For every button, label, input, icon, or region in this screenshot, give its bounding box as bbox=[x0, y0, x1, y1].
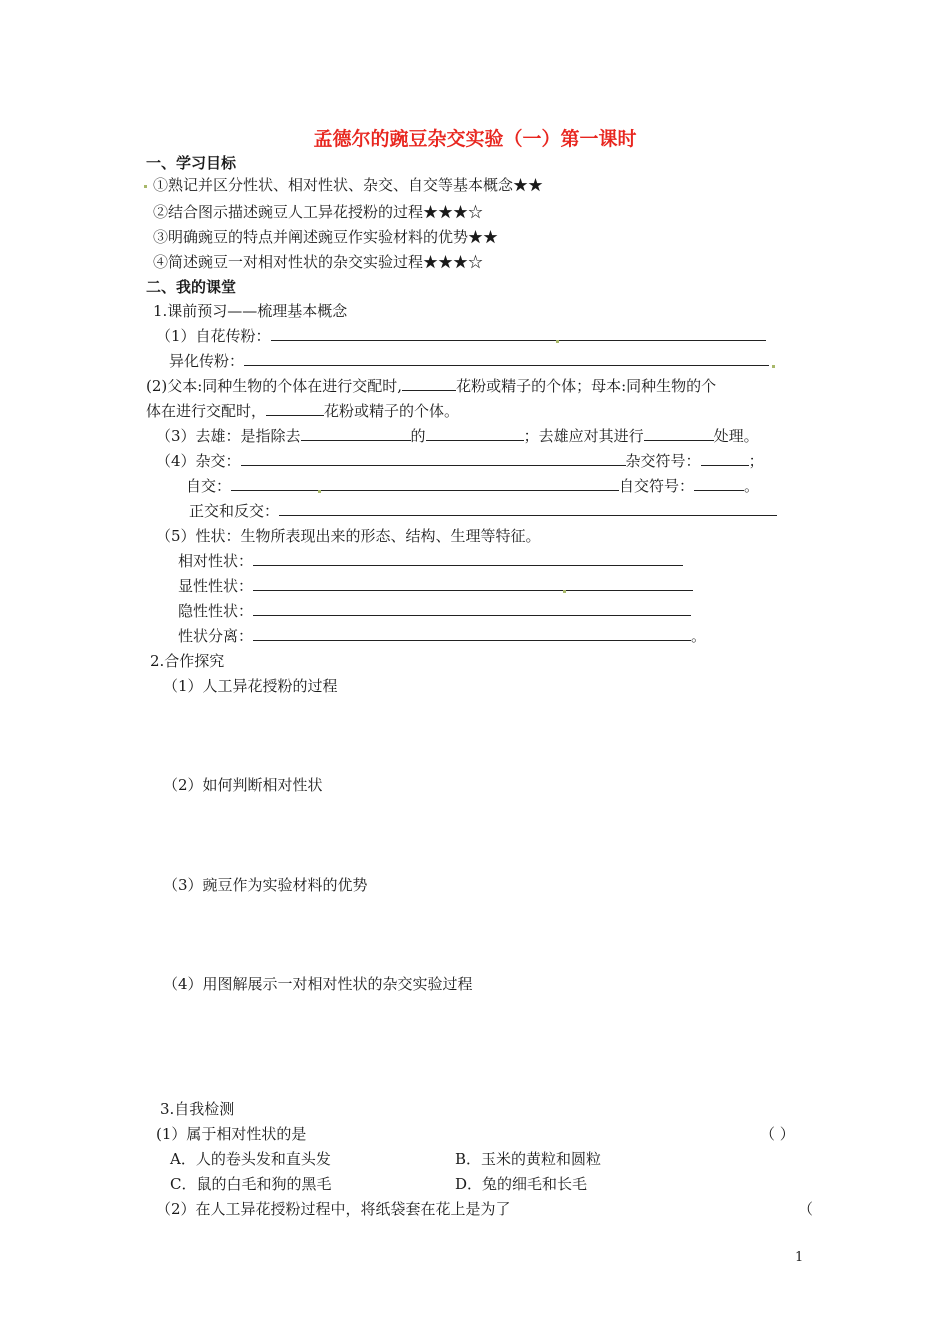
hybrid-end: ； bbox=[748, 452, 764, 470]
scan-speck bbox=[772, 365, 775, 368]
explore-q3: （3）豌豆作为实验材料的优势 bbox=[163, 876, 368, 894]
test-q1-option-d: D．兔的细毛和长毛 bbox=[455, 1175, 588, 1193]
goal-item-3: ③明确豌豆的特点并阐述豌豆作实验材料的优势★★ bbox=[153, 228, 499, 246]
scan-speck bbox=[318, 490, 321, 493]
page-title: 孟德尔的豌豆杂交实验（一）第一课时 bbox=[313, 128, 637, 150]
emasculation-text-a: （3）去雄：是指除去 bbox=[156, 427, 301, 445]
scan-speck bbox=[144, 185, 147, 188]
dominant-trait-line bbox=[178, 576, 693, 596]
goal-item-2: ②结合图示描述豌豆人工异花授粉的过程★★★☆ bbox=[153, 203, 484, 221]
selfing-label: 自交： bbox=[186, 477, 232, 495]
test-q1-answer-paren[interactable]: （ ） bbox=[760, 1125, 795, 1143]
recessive-trait-blank[interactable] bbox=[253, 601, 691, 616]
emasculation-blank-1[interactable] bbox=[301, 426, 411, 441]
hybrid-symbol-blank[interactable] bbox=[701, 451, 749, 466]
recessive-trait-label: 隐性性状： bbox=[178, 602, 254, 620]
reciprocal-blank[interactable] bbox=[279, 501, 777, 516]
emasculation-blank-2[interactable] bbox=[426, 426, 524, 441]
test-q2-answer-paren[interactable]: （ bbox=[798, 1200, 814, 1218]
segregation-line bbox=[178, 626, 706, 646]
segregation-end: 。 bbox=[691, 627, 707, 645]
test-q2: （2）在人工异花授粉过程中，将纸袋套在花上是为了 bbox=[156, 1200, 511, 1218]
explore-label: 2.合作探究 bbox=[150, 652, 225, 670]
dominant-trait-blank[interactable] bbox=[253, 576, 693, 591]
parent-line-2 bbox=[146, 401, 459, 421]
parent-text-d: 花粉或精子的个体。 bbox=[324, 402, 460, 420]
selfing-symbol-blank[interactable] bbox=[694, 476, 744, 491]
reciprocal-line bbox=[189, 501, 777, 521]
selfing-symbol-label: 自交符号： bbox=[619, 477, 695, 495]
scan-speck bbox=[563, 590, 566, 593]
relative-trait-line bbox=[178, 551, 683, 571]
preview-label: 1.课前预习——梳理基本概念 bbox=[153, 302, 348, 320]
scan-speck bbox=[556, 340, 559, 343]
explore-q4: （4）用图解展示一对相对性状的杂交实验过程 bbox=[163, 975, 473, 993]
selfing-blank[interactable] bbox=[231, 476, 619, 491]
emasculation-text-c: ；去雄应对其进行 bbox=[523, 427, 644, 445]
section-heading-classroom: 二、我的课堂 bbox=[146, 278, 237, 296]
page-number: 1 bbox=[795, 1250, 804, 1265]
explore-q2: （2）如何判断相对性状 bbox=[163, 776, 323, 794]
reciprocal-label: 正交和反交： bbox=[189, 502, 280, 520]
emasculation-blank-3[interactable] bbox=[644, 426, 714, 441]
self-pollination-blank[interactable] bbox=[271, 326, 766, 341]
cross-pollination-label: 异化传粉： bbox=[169, 352, 245, 370]
emasculation-text-d: 处理。 bbox=[713, 427, 759, 445]
segregation-label: 性状分离： bbox=[178, 627, 254, 645]
parent-text-b: 花粉或精子的个体；母本:同种生物的个 bbox=[456, 377, 717, 395]
test-q1: (1）属于相对性状的是 bbox=[156, 1125, 307, 1143]
emasculation-line bbox=[156, 426, 759, 446]
emasculation-text-b: 的 bbox=[410, 427, 426, 445]
test-q1-option-b: B．玉米的黄粒和圆粒 bbox=[455, 1150, 602, 1168]
selfing-end: 。 bbox=[744, 477, 760, 495]
male-parent-blank[interactable] bbox=[402, 376, 456, 391]
parent-text-a: (2)父本:同种生物的个体在进行交配时, bbox=[146, 377, 403, 395]
cross-pollination-line bbox=[169, 351, 769, 371]
selfing-line bbox=[186, 476, 759, 496]
section-heading-goals: 一、学习目标 bbox=[146, 154, 237, 172]
hybrid-symbol-label: 杂交符号： bbox=[625, 452, 701, 470]
trait-definition: （5）性状：生物所表现出来的形态、结构、生理等特征。 bbox=[156, 527, 541, 545]
test-q1-option-a: A．人的卷头发和直头发 bbox=[170, 1150, 331, 1168]
relative-trait-label: 相对性状： bbox=[178, 552, 254, 570]
test-label: 3.自我检测 bbox=[160, 1100, 235, 1118]
hybrid-blank[interactable] bbox=[241, 451, 626, 466]
female-parent-blank[interactable] bbox=[266, 401, 324, 416]
goal-item-1: ①熟记并区分性状、相对性状、杂交、自交等基本概念★★ bbox=[153, 176, 544, 194]
parent-text-c: 体在进行交配时， bbox=[146, 402, 267, 420]
self-pollination-line bbox=[156, 326, 766, 346]
segregation-blank[interactable] bbox=[253, 626, 691, 641]
test-q1-option-c: C．鼠的白毛和狗的黑毛 bbox=[170, 1175, 332, 1193]
parent-line-1 bbox=[146, 376, 716, 396]
dominant-trait-label: 显性性状： bbox=[178, 577, 254, 595]
hybrid-label: （4）杂交： bbox=[156, 452, 241, 470]
recessive-trait-line bbox=[178, 601, 691, 621]
relative-trait-blank[interactable] bbox=[253, 551, 683, 566]
self-pollination-label: （1）自花传粉： bbox=[156, 327, 271, 345]
hybrid-line bbox=[156, 451, 764, 471]
cross-pollination-blank[interactable] bbox=[244, 351, 769, 366]
explore-q1: （1）人工异花授粉的过程 bbox=[163, 677, 338, 695]
goal-item-4: ④简述豌豆一对相对性状的杂交实验过程★★★☆ bbox=[153, 253, 484, 271]
